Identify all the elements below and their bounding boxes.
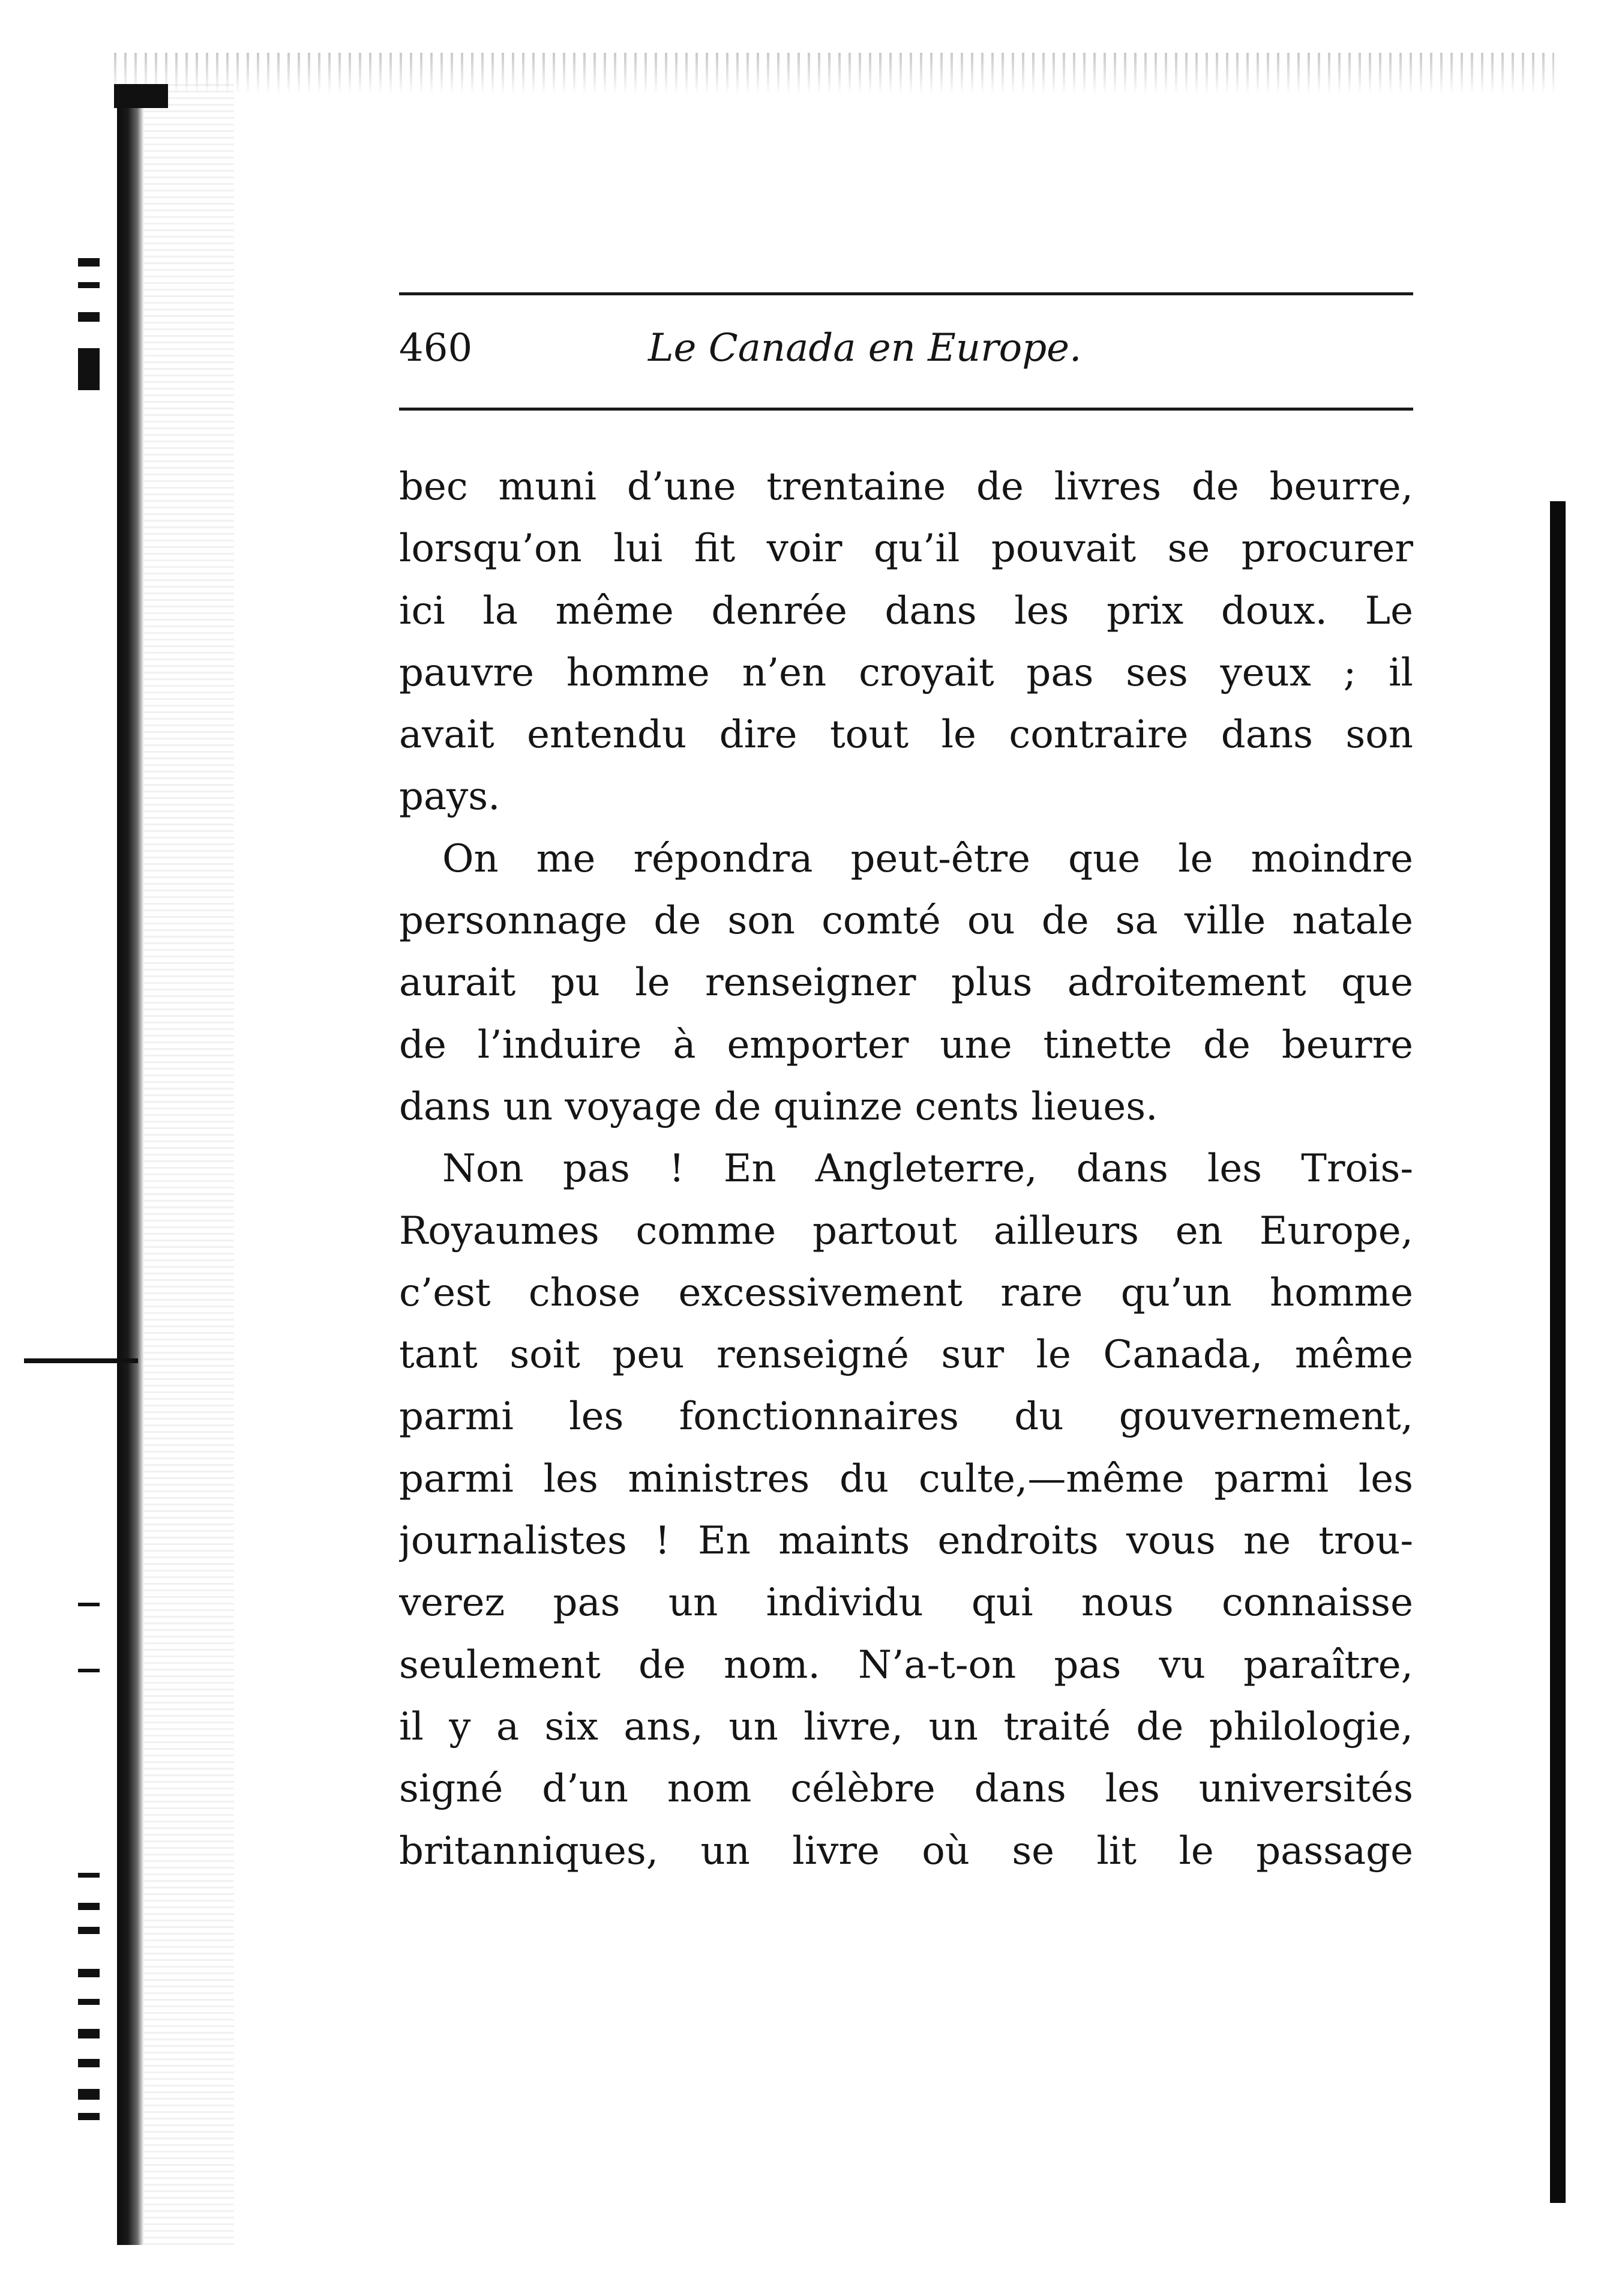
text-line: britanniques, un livre où se lit le passage bbox=[399, 1828, 1413, 1873]
text-line: Royaumes comme partout ailleurs en Europe, bbox=[399, 1208, 1413, 1253]
text-line: lorsqu’on lui fit voir qu’il pouvait se procurer bbox=[399, 526, 1413, 571]
text-line: Non pas ! En Angleterre, dans les Trois- bbox=[442, 1146, 1413, 1192]
scan-edge-mark bbox=[78, 2089, 100, 2100]
text-line: ici la même denrée dans les prix doux. Le bbox=[399, 588, 1413, 633]
scan-edge-mark bbox=[78, 1903, 100, 1910]
scan-edge-mark bbox=[78, 1669, 100, 1672]
scan-speckle-left bbox=[144, 84, 234, 2245]
text-line: personnage de son comté ou de sa ville natale bbox=[399, 899, 1413, 944]
page-number: 460 bbox=[399, 326, 473, 370]
scan-shadow-top-corner bbox=[114, 84, 168, 108]
scan-edge-mark bbox=[78, 1969, 100, 1977]
running-title: Le Canada en Europe. bbox=[648, 326, 1082, 370]
text-line: parmi les ministres du culte,—même parmi les bbox=[399, 1456, 1413, 1501]
scan-edge-line-mark bbox=[24, 1358, 138, 1363]
scan-edge-mark bbox=[78, 2113, 100, 2120]
body-text bbox=[399, 456, 1413, 1882]
text-line: signé d’un nom célèbre dans les universités bbox=[399, 1767, 1413, 1812]
text-line: avait entendu dire tout le contraire dans son bbox=[399, 713, 1413, 758]
text-line: tant soit peu renseigné sur le Canada, même bbox=[399, 1333, 1413, 1378]
text-line: journalistes ! En maints endroits vous ne trou- bbox=[399, 1519, 1413, 1564]
header-rule-bottom bbox=[399, 408, 1413, 411]
scan-shadow-right-edge bbox=[1550, 501, 1566, 2203]
text-line: de l’induire à emporter une tinette de beurre bbox=[399, 1022, 1413, 1067]
scan-edge-mark bbox=[78, 348, 100, 390]
text-line: dans un voyage de quinze cents lieues. bbox=[399, 1084, 1158, 1129]
text-line: parmi les fonctionnaires du gouvernement, bbox=[399, 1394, 1413, 1439]
scan-edge-mark bbox=[78, 282, 100, 288]
text-line: aurait pu le renseigner plus adroitement que bbox=[399, 960, 1413, 1005]
text-line: il y a six ans, un livre, un traité de philologie, bbox=[399, 1704, 1413, 1749]
text-line: bec muni d’une trentaine de livres de beurre, bbox=[399, 465, 1413, 509]
scan-edge-mark bbox=[78, 1927, 100, 1934]
text-line: verez pas un individu qui nous connaisse bbox=[399, 1580, 1413, 1626]
text-line: seulement de nom. N’a-t-on pas vu paraître, bbox=[399, 1642, 1413, 1687]
scan-edge-mark bbox=[78, 312, 100, 322]
text-line: pauvre homme n’en croyait pas ses yeux ; il bbox=[399, 650, 1413, 695]
scan-edge-mark bbox=[78, 2029, 100, 2038]
scan-edge-mark bbox=[78, 1999, 100, 2005]
scan-edge-mark bbox=[78, 1603, 100, 1606]
scan-edge-mark bbox=[78, 258, 100, 267]
text-line: c’est chose excessivement rare qu’un homme bbox=[399, 1270, 1413, 1315]
scan-shadow-top-edge bbox=[114, 53, 1554, 95]
text-line: pays. bbox=[399, 774, 500, 819]
scan-edge-marks bbox=[78, 240, 102, 2221]
scan-edge-mark bbox=[78, 1873, 100, 1878]
scan-shadow-left-edge bbox=[117, 84, 144, 2245]
text-line: On me répondra peut-être que le moindre bbox=[442, 836, 1413, 881]
header-rule-top bbox=[399, 292, 1413, 295]
scan-edge-mark bbox=[78, 2059, 100, 2067]
